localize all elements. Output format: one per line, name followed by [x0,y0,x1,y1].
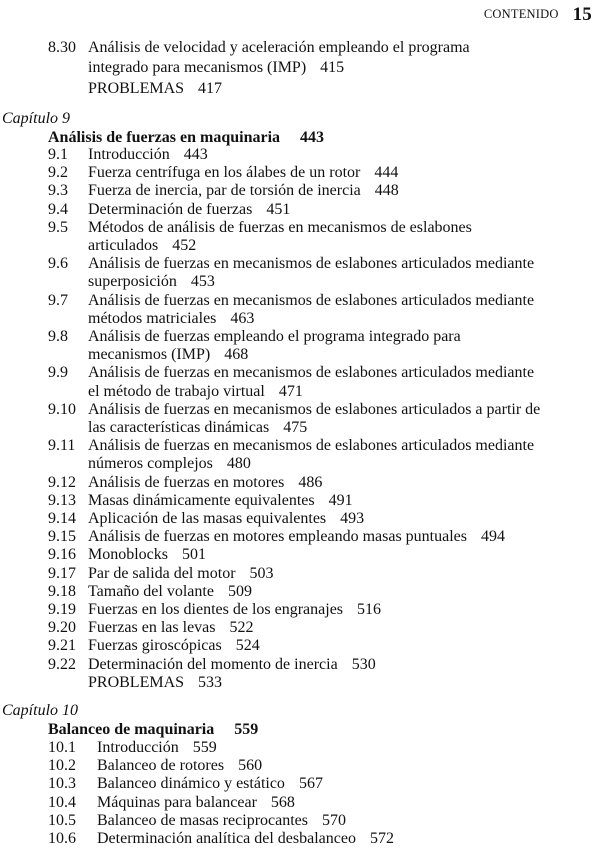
entry-page: 468 [224,346,249,364]
entry-title: Fuerza centrífuga en los álabes de un rotor [88,164,361,182]
entry-title: Análisis de fuerzas en mecanismos de eslabones articulados mediante superposición [88,255,535,291]
entry-number: 10.1 [48,739,76,756]
toc-entry [0,528,600,546]
entry-number: 9.11 [48,437,76,455]
entry-number: 9.6 [48,255,68,273]
entry-number: 9.13 [48,491,76,509]
problems-label: PROBLEMAS [88,673,185,691]
entry-number: 9.20 [48,619,76,637]
chapter-page: 443 [300,129,325,146]
entry-page: 493 [340,510,365,528]
entry-page: 491 [328,491,353,509]
entry-number: 9.16 [48,546,76,564]
entry-page: 509 [227,582,252,600]
chapter-title: Balanceo de maquinaria [48,721,215,738]
toc-entry [0,38,600,78]
entry-title: Análisis de fuerzas en mecanismos de eslabones articulados mediante métodos matriciales [88,291,535,327]
toc-entry [0,164,600,182]
entry-number: 9.22 [48,655,76,673]
entry-number: 10.2 [48,757,76,775]
problems-page: 533 [198,673,223,691]
entry-number: 9.10 [48,400,76,418]
toc-entry [0,601,600,619]
entry-title: Aplicación de las masas equivalentes [88,510,327,528]
entry-number: 9.19 [48,601,76,619]
entry-page: 559 [192,739,217,756]
entry-title: Análisis de velocidad y aceleración empleando el programa integrado para mecanismos (IMP) [88,39,470,76]
entry-page: 443 [183,146,208,163]
entry-title: Métodos de análisis de fuerzas en mecanismos de eslabones articulados [88,218,472,255]
entry-page: 522 [229,619,254,637]
toc-entry [0,546,600,564]
entry-title: Balanceo de masas reciprocantes [97,811,309,829]
entry-title: Determinación analítica del desbalanceo [97,830,356,848]
entry-title: Máquinas para balancear [97,793,257,811]
entry-number: 9.1 [48,146,68,163]
chapter-10-entries [0,739,600,848]
chapter-10-title [48,721,258,739]
entry-title: Masas dinámicamente equivalentes [88,491,315,509]
entry-title: Análisis de fuerzas en mecanismos de eslabones articulados a partir de las características dinámicas [88,400,541,437]
entry-number: 9.14 [48,510,76,528]
entry-number: 9.15 [48,528,76,546]
toc-entry [0,219,600,255]
toc-entry [0,146,600,164]
entry-title: Análisis de fuerzas en motores [88,473,285,491]
entry-page: 453 [190,273,215,291]
entry-page: 451 [266,200,291,218]
entry-title: Análisis de fuerzas en motores empleando masas puntuales [88,528,467,546]
entry-page: 480 [226,455,251,473]
entry-title: Determinación del momento de inercia [88,655,338,673]
toc-entry [0,794,600,812]
toc-entry [0,619,600,637]
entry-number: 9.21 [48,637,76,655]
entry-page: 415 [320,59,345,76]
toc-entry [0,656,600,674]
entry-number: 9.12 [48,473,76,491]
entry-title: Introducción [88,146,170,163]
entry-page: 503 [249,564,274,582]
entry-number: 10.4 [48,793,76,811]
entry-page: 486 [298,473,323,491]
section-name: CONTENIDO [483,7,559,21]
problems-page: 417 [198,80,223,97]
entry-page: 448 [374,182,399,200]
toc-entry [0,583,600,601]
entry-number: 9.7 [48,291,68,309]
entry-title: Análisis de fuerzas empleando el programa integrado para mecanismos (IMP) [88,328,461,364]
chapter-10-label: Capítulo 10 [2,702,79,719]
problems-label: PROBLEMAS [88,80,185,97]
toc-entry [0,255,600,291]
running-header [484,4,592,26]
entry-title: Monoblocks [88,546,168,564]
entry-title: Análisis de fuerzas en mecanismos de eslabones articulados mediante números complejos [88,437,535,473]
chapter-9-label: Capítulo 9 [2,110,71,127]
toc-entry [0,364,600,400]
entry-page: 452 [172,237,197,255]
entry-number: 9.5 [48,218,68,236]
entry-number: 9.9 [48,364,68,382]
entry-number: 9.17 [48,564,76,582]
toc-entry [0,401,600,437]
entry-number: 10.3 [48,775,76,793]
toc-entry [0,201,600,219]
entry-title: Fuerzas en los dientes de los engranajes [88,601,344,619]
entry-title: Fuerzas giroscópicas [88,637,222,655]
entry-title: Balanceo dinámico y estático [97,775,285,793]
entry-page: 570 [322,811,347,829]
page-number: 15 [572,4,592,25]
problems-entry [88,78,600,99]
chapter-page: 559 [234,721,259,738]
toc-entry [0,775,600,793]
toc-entry [0,637,600,655]
entry-page: 568 [270,793,295,811]
entry-number: 10.6 [48,830,76,848]
problems-entry [88,674,600,692]
entry-page: 463 [230,309,255,327]
entry-page: 471 [278,382,303,400]
entry-page: 530 [351,655,376,673]
toc-entry [0,437,600,473]
entry-number: 10.5 [48,811,76,829]
entry-number: 9.3 [48,182,68,200]
entry-page: 572 [369,830,394,848]
chapter-title: Análisis de fuerzas en maquinaria [48,129,281,146]
toc-entry [0,474,600,492]
entry-title: Análisis de fuerzas en mecanismos de eslabones articulados mediante el método de trabajo virtual [88,364,535,400]
entry-page: 524 [235,637,260,655]
toc-entry [0,328,600,364]
entry-page: 516 [357,601,382,619]
toc-entry [0,830,600,848]
entry-title: Determinación de fuerzas [88,200,253,218]
entry-title: Fuerza de inercia, par de torsión de inercia [88,182,361,200]
toc-entry [0,182,600,200]
toc-entry [0,492,600,510]
previous-chapter-tail [0,38,600,99]
entry-page: 475 [283,419,308,437]
entry-title: Tamaño del volante [88,582,214,600]
entry-title: Introducción [97,739,179,756]
toc-entry [0,565,600,583]
entry-number: 9.2 [48,164,68,182]
toc-entry [0,739,600,757]
entry-number: 8.30 [48,39,76,56]
entry-number: 9.18 [48,582,76,600]
toc-entry [0,757,600,775]
entry-title: Par de salida del motor [88,564,236,582]
chapter-9-entries [0,146,600,692]
entry-page: 560 [238,757,263,775]
entry-number: 9.4 [48,200,68,218]
entry-title: Balanceo de rotores [97,757,225,775]
entry-page: 567 [298,775,323,793]
entry-title: Fuerzas en las levas [88,619,216,637]
entry-number: 9.8 [48,328,68,346]
toc-entry [0,292,600,328]
entry-page: 501 [182,546,206,564]
toc-entry [0,510,600,528]
toc-entry [0,812,600,830]
entry-page: 444 [374,164,399,182]
chapter-9-title [48,129,324,147]
entry-page: 494 [481,528,505,546]
